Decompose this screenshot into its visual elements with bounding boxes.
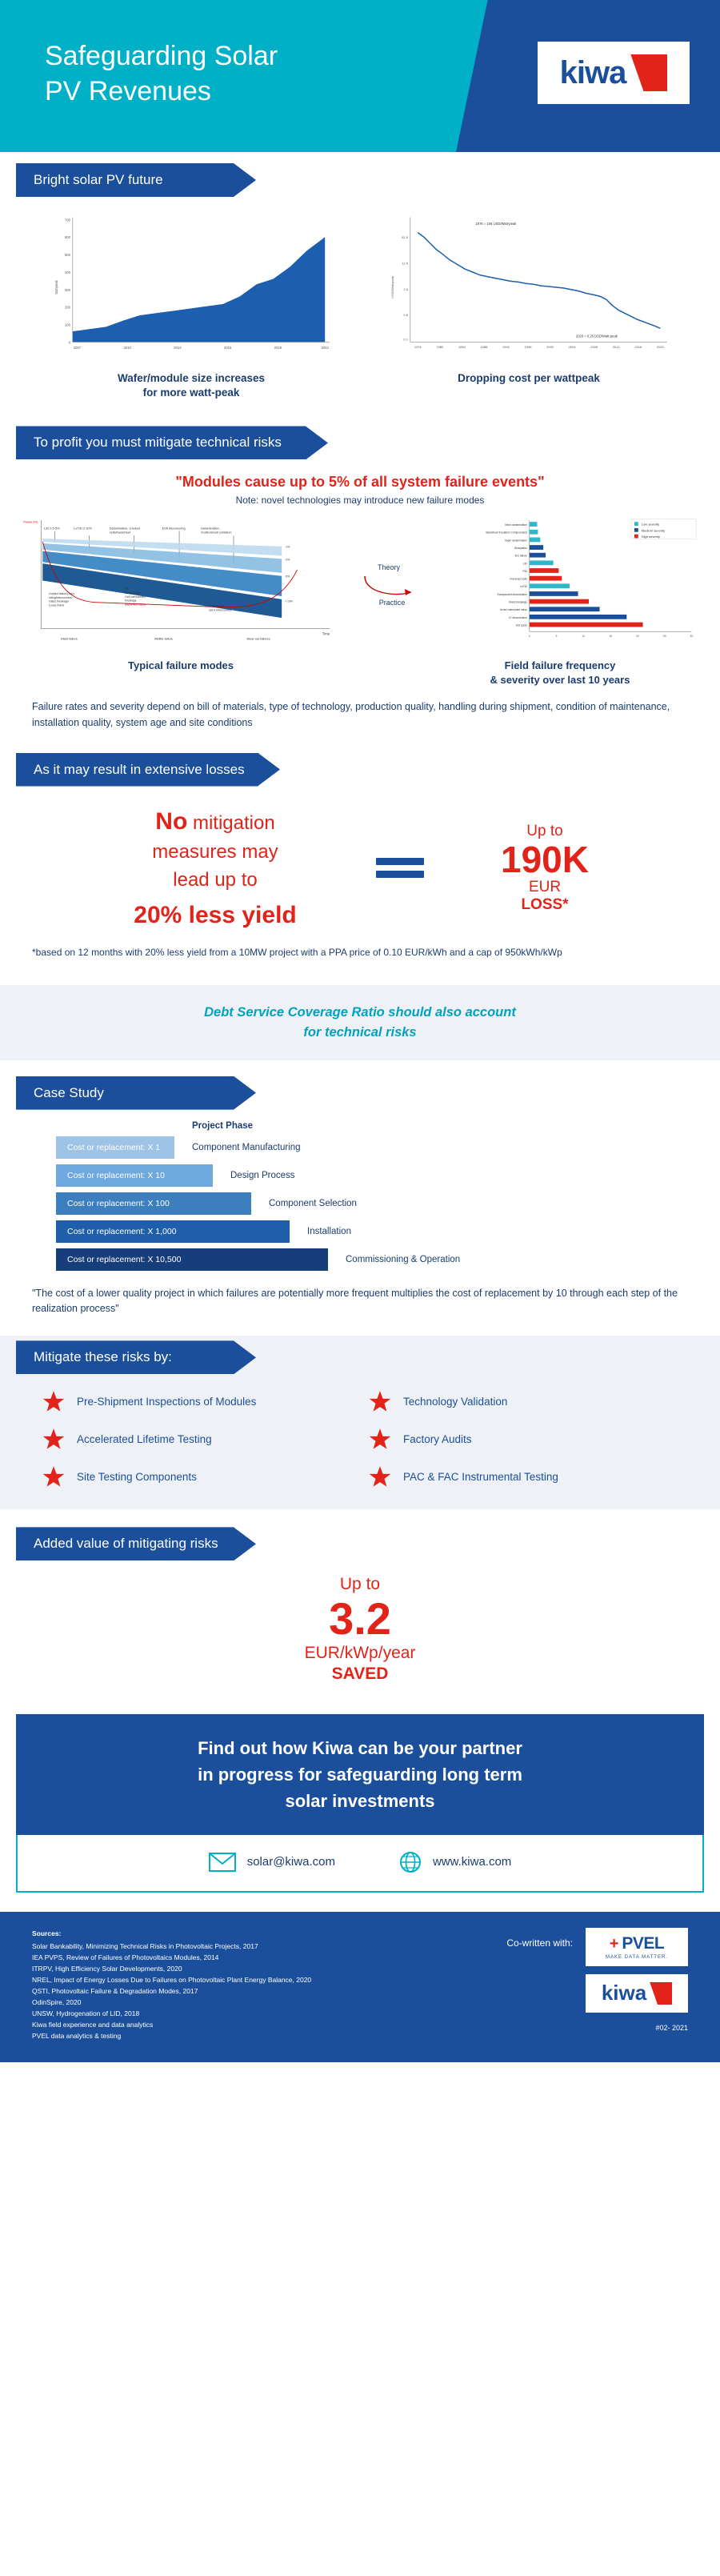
svg-text:IEC failure: IEC failure — [514, 555, 527, 559]
sources-list — [32, 1928, 311, 2041]
chart-wafer-caption — [32, 371, 350, 400]
added-value-figure — [0, 1560, 720, 1689]
section-case-study — [0, 1076, 720, 1325]
page-header — [0, 0, 720, 152]
svg-text:Loose frame: Loose frame — [49, 603, 65, 607]
svg-text:600: 600 — [65, 235, 70, 240]
funnel-bar-cost: Cost or replacement: X 1 — [56, 1136, 174, 1159]
added-value-saved: SAVED — [331, 1664, 389, 1683]
svg-text:2.5: 2.5 — [403, 286, 408, 291]
svg-text:LeTID 0-10%: LeTID 0-10% — [74, 526, 92, 531]
chart-cost-caption: Dropping cost per wattpeak — [458, 372, 600, 384]
losses-amount: 190K — [501, 838, 589, 880]
mail-icon — [209, 1853, 236, 1872]
svg-text:moisture/cell oxidation: moisture/cell oxidation — [201, 530, 232, 535]
banner-added-value — [16, 1527, 720, 1560]
banner-label: Bright solar PV future — [34, 172, 163, 187]
kiwa-footer-logo-text: kiwa — [601, 1981, 647, 2005]
source-item: UNSW, Hydrogenation of LID, 2018 — [32, 2009, 140, 2018]
svg-text:2016: 2016 — [634, 345, 642, 349]
mitigate-label: Technology Validation — [403, 1395, 508, 1408]
losses-line3: lead up to — [173, 868, 258, 891]
chart-wafer-caption-l2: for more watt-peak — [142, 387, 240, 399]
svg-text:Glass breakage/: Glass breakage/ — [49, 600, 70, 604]
svg-text:0.1: 0.1 — [403, 337, 408, 342]
chart-field-failures — [437, 515, 699, 647]
losses-line1: mitigation — [192, 811, 275, 834]
banner-mitigate — [16, 1340, 720, 1374]
svg-text:1992: 1992 — [502, 345, 510, 349]
svg-text:0: 0 — [528, 635, 530, 639]
svg-text:1996: 1996 — [524, 345, 532, 349]
chart-wafer-caption-l1: Wafer/module size increases — [117, 372, 266, 384]
risk-quote: "Modules cause up to 5% of all system failure events" — [175, 474, 545, 491]
added-value-upto: Up to — [339, 1575, 381, 1594]
svg-text:Medium severity: Medium severity — [641, 528, 666, 533]
banner-label: To profit you must mitigate technical risks — [34, 435, 282, 451]
cowritten-block — [506, 1928, 688, 2032]
banner-technical-risks — [16, 426, 720, 459]
svg-text:cells/backsheet: cells/backsheet — [109, 530, 131, 535]
star-icon — [42, 1465, 66, 1488]
funnel-row — [56, 1192, 688, 1215]
svg-text:LID: LID — [522, 562, 527, 566]
pvel-tagline: MAKE DATA MATTER. — [605, 1954, 668, 1960]
losses-footnote: *based on 12 months with 20% less yield from a 10MW project with a PPA price of 0.10 EUR/kWh and a cap of 950kWh/kWp — [32, 947, 562, 959]
cta-line3: solar investments — [285, 1790, 435, 1811]
svg-text:300: 300 — [65, 287, 70, 292]
funnel-phase-label: Component Selection — [269, 1198, 357, 1208]
losses-line4: 20% less yield — [134, 901, 297, 928]
svg-text:0: 0 — [68, 340, 70, 345]
svg-text:Fractured cells: Fractured cells — [510, 578, 527, 582]
banner-losses — [16, 753, 720, 787]
issue-number: #02- 2021 — [655, 2023, 688, 2032]
kiwa-footer-logo — [586, 1974, 688, 2013]
svg-text:2019: 2019 — [274, 345, 282, 350]
risk-note: Note: novel technologies may introduce new failure modes — [235, 495, 485, 507]
contact-email[interactable] — [209, 1853, 335, 1872]
svg-text:30: 30 — [690, 635, 694, 639]
funnel-bar-cost: Cost or replacement: X 100 — [56, 1192, 251, 1215]
chart-cost-per-wattpeak — [370, 211, 688, 400]
funnel-row — [56, 1220, 688, 1243]
charts-row-2 — [0, 506, 720, 647]
losses-no: No — [155, 807, 188, 835]
funnel-row — [56, 1248, 688, 1271]
mitigate-item — [368, 1428, 678, 1451]
svg-text:Practice: Practice — [378, 599, 406, 607]
svg-text:> 10%: > 10% — [285, 600, 294, 604]
dscr-line1: Debt Service Coverage Ratio should also account — [204, 1005, 516, 1020]
svg-text:breakage: breakage — [125, 599, 137, 603]
mitigate-label: PAC & FAC Instrumental Testing — [403, 1470, 558, 1483]
svg-text:Time: Time — [322, 631, 330, 636]
svg-text:12.5: 12.5 — [402, 261, 408, 266]
sources-heading: Sources: — [32, 1929, 62, 1937]
svg-text:Delamination,: Delamination, — [201, 526, 220, 531]
svg-text:25: 25 — [662, 635, 666, 639]
chart-cost-plot — [370, 211, 688, 363]
section-technical-risks — [0, 426, 720, 738]
source-item: NREL, Impact of Energy Losses Due to Failures on Photovoltaic Plant Energy Balance, 2020 — [32, 1976, 312, 1985]
charts-row-1 — [0, 197, 720, 405]
star-icon — [368, 1465, 392, 1488]
svg-text:Vapor delamination: Vapor delamination — [504, 539, 527, 543]
banner-bright-future — [16, 163, 720, 197]
svg-text:Dissipation: Dissipation — [514, 547, 527, 551]
svg-text:5: 5 — [555, 635, 558, 639]
mitigate-label: Site Testing Components — [77, 1470, 197, 1483]
losses-comparison — [0, 787, 720, 933]
svg-text:-2%: -2% — [285, 558, 290, 562]
source-item: IEA PVPS, Review of Failures of Photovoltaics Modules, 2014 — [32, 1953, 219, 1961]
funnel-row — [56, 1136, 688, 1159]
svg-text:Wear-out failures: Wear-out failures — [246, 636, 270, 641]
svg-text:-5%: -5% — [285, 575, 290, 579]
page-title-line1: Safeguarding Solar — [45, 41, 278, 71]
svg-text:10: 10 — [582, 635, 586, 639]
svg-text:USD/Watt-peak: USD/Watt-peak — [390, 276, 394, 298]
svg-text:Low severity: Low severity — [641, 523, 660, 527]
mitigate-item — [368, 1390, 678, 1413]
svg-text:Micro delamination: Micro delamination — [505, 523, 527, 527]
svg-text:100: 100 — [65, 323, 70, 327]
fig2-caption-l1: Field failure frequency — [504, 659, 616, 672]
pvel-plus-icon: + — [609, 1934, 619, 1953]
svg-text:Diode failure: Diode failure — [125, 591, 141, 595]
svg-text:1980: 1980 — [436, 345, 444, 349]
mitigate-item — [368, 1465, 678, 1488]
contact-email-text: solar@kiwa.com — [246, 1855, 335, 1869]
svg-text:2010: 2010 — [123, 345, 131, 350]
svg-text:Wattpeak: Wattpeak — [54, 280, 58, 294]
source-item: PVEL data analytics & testing — [32, 2032, 122, 2041]
mitigate-item — [42, 1390, 352, 1413]
svg-text:Infant failure: Infant failure — [60, 636, 78, 641]
source-item: OdinSpire, 2020 — [32, 1998, 82, 2007]
svg-text:2007: 2007 — [73, 345, 82, 350]
case-study-quote: "The cost of a lower quality project in which failures are potentially more frequent multiplies the cost of replacement by 10 through each step of the realization process" — [32, 1287, 678, 1314]
svg-text:2008: 2008 — [590, 345, 598, 349]
section-losses — [0, 753, 720, 968]
cta-line2: in progress for safeguarding long term — [198, 1764, 522, 1785]
svg-text:200: 200 — [65, 305, 70, 310]
chart-failure-modes — [21, 515, 341, 647]
losses-upto: Up to — [526, 822, 563, 839]
mitigate-item — [42, 1465, 352, 1488]
svg-text:LID 0.5-5%: LID 0.5-5% — [44, 526, 60, 531]
kiwa-logo-mark-icon — [630, 54, 667, 91]
svg-text:Commercial: Commercial — [208, 604, 224, 608]
svg-text:2020 = 0.25 USD/Watt-peak: 2020 = 0.25 USD/Watt-peak — [575, 334, 618, 339]
svg-text:2012: 2012 — [612, 345, 620, 349]
chart-wafer-plot — [32, 211, 350, 363]
losses-left — [83, 804, 347, 933]
svg-text:cell & interconnect: cell & interconnect — [208, 608, 232, 612]
dscr-line2: for technical risks — [303, 1024, 417, 1040]
case-study-funnel — [0, 1110, 720, 1271]
svg-text:High severity: High severity — [641, 535, 661, 539]
cta-line1: Find out how Kiwa can be your partner — [198, 1737, 522, 1758]
svg-text:-1%: -1% — [285, 546, 290, 550]
svg-text:500: 500 — [65, 253, 70, 258]
pvel-logo — [586, 1928, 688, 1966]
svg-text:20: 20 — [635, 635, 639, 639]
chart-wafer-size — [32, 211, 350, 400]
svg-text:PID: PID — [522, 570, 527, 574]
funnel-phase-header: Project Phase — [192, 1120, 254, 1131]
svg-text:0.5: 0.5 — [403, 313, 408, 318]
svg-text:PID: PID — [125, 587, 130, 591]
svg-text:EVA discolouring: EVA discolouring — [162, 526, 186, 531]
svg-text:Delamination, cracked: Delamination, cracked — [109, 526, 141, 531]
svg-text:2013: 2013 — [174, 345, 182, 350]
source-item: ITRPV, High Efficiency Solar Developments, 2020 — [32, 1965, 182, 1973]
svg-text:Glass breakage: Glass breakage — [508, 600, 527, 604]
svg-text:400: 400 — [65, 270, 70, 274]
svg-text:Midlife failure: Midlife failure — [154, 636, 174, 641]
equals-icon — [376, 852, 424, 883]
star-icon — [368, 1428, 392, 1451]
svg-text:Theory: Theory — [377, 563, 401, 572]
funnel-bar-cost: Cost or replacement: X 10 — [56, 1164, 213, 1187]
svg-text:Backsheet failure: Backsheet failure — [125, 603, 146, 607]
mitigate-label: Factory Audits — [403, 1432, 472, 1445]
mitigate-item — [42, 1428, 352, 1451]
funnel-row — [56, 1164, 688, 1187]
funnel-phase-label: Commissioning & Operation — [346, 1254, 461, 1264]
svg-text:2000: 2000 — [546, 345, 554, 349]
fig-field-failures-caption — [421, 659, 699, 687]
losses-currency: EUR — [528, 878, 562, 895]
svg-text:2004: 2004 — [568, 345, 576, 349]
svg-text:2016: 2016 — [223, 345, 232, 350]
page-title-line2: PV Revenues — [45, 76, 211, 107]
svg-text:Hot spots: Hot spots — [516, 623, 527, 627]
kiwa-logo-text: kiwa — [559, 54, 626, 90]
svg-text:LeTID: LeTID — [519, 585, 527, 589]
svg-text:700: 700 — [65, 218, 70, 222]
funnel-phase-label: Installation — [307, 1226, 351, 1236]
globe-icon — [399, 1851, 422, 1873]
star-icon — [42, 1428, 66, 1451]
svg-text:Under-nameplate value: Under-nameplate value — [499, 608, 527, 612]
svg-text:1976 = 106 USD/Watt-peak: 1976 = 106 USD/Watt-peak — [475, 222, 517, 226]
banner-label: As it may result in extensive losses — [34, 761, 245, 777]
added-value-unit: EUR/kWp/year — [304, 1643, 416, 1662]
svg-text:2022: 2022 — [321, 345, 329, 350]
svg-text:IC discoloration: IC discoloration — [509, 616, 527, 620]
svg-text:2020: 2020 — [656, 345, 664, 349]
cowritten-label: Co-written with: — [506, 1937, 573, 1949]
svg-text:Contact failure j-box/: Contact failure j-box/ — [49, 592, 74, 596]
cta-banner — [16, 1714, 704, 1835]
svg-text:Power (%): Power (%) — [23, 520, 38, 525]
dscr-callout — [0, 985, 720, 1060]
svg-text:string/interconnect/: string/interconnect/ — [49, 596, 73, 600]
fig2-caption-l2: & severity over last 10 years — [490, 673, 630, 686]
star-icon — [42, 1390, 66, 1413]
losses-right — [453, 823, 637, 914]
funnel-phase-label: Component Manufacturing — [192, 1142, 301, 1152]
funnel-header-row — [56, 1121, 688, 1131]
svg-text:Encapsulant discoloration: Encapsulant discoloration — [497, 593, 527, 597]
svg-text:1976: 1976 — [414, 345, 422, 349]
contact-website[interactable] — [399, 1851, 511, 1873]
banner-label: Added value of mitigating risks — [34, 1536, 218, 1552]
svg-text:1988: 1988 — [480, 345, 488, 349]
section-mitigate — [0, 1336, 720, 1509]
kiwa-logo-mark-icon — [650, 1982, 672, 2005]
funnel-bar-cost: Cost or replacement: X 10,500 — [56, 1248, 328, 1271]
pvel-logo-text: PVEL — [622, 1933, 665, 1953]
source-item: Kiwa field experience and data analytics — [32, 2021, 154, 2029]
banner-label: Case Study — [34, 1084, 104, 1100]
risk-body-text: Failure rates and severity depend on bill of materials, type of technology, production quality, handling during shipment, condition of maintenance, installation quality, system age and site conditions — [32, 700, 670, 728]
contact-bar — [16, 1835, 704, 1893]
kiwa-logo — [538, 42, 690, 104]
partner-logos — [586, 1928, 688, 2032]
added-value-amount: 3.2 — [329, 1593, 391, 1645]
fig-failure-modes-caption: Typical failure modes — [128, 659, 234, 672]
svg-text:1984: 1984 — [458, 345, 466, 349]
funnel-phase-label: Design Process — [230, 1170, 295, 1180]
mitigate-label: Pre-Shipment Inspections of Modules — [77, 1395, 257, 1408]
source-item: Solar Bankability, Minimizing Technical Risks in Photovoltaic Projects, 2017 — [32, 1941, 258, 1950]
page-footer — [0, 1912, 720, 2062]
banner-label: Mitigate these risks by: — [34, 1349, 172, 1365]
svg-text:Backsheet Insulation Compromis: Backsheet Insulation Compromised — [486, 531, 527, 535]
svg-text:15: 15 — [609, 635, 612, 639]
banner-case-study — [16, 1076, 720, 1110]
contact-website-text: www.kiwa.com — [432, 1855, 512, 1869]
theory-practice-note — [349, 515, 429, 613]
svg-text:Cell interconnect: Cell interconnect — [125, 595, 146, 599]
star-icon — [368, 1390, 392, 1413]
losses-label: LOSS* — [521, 895, 569, 913]
mitigate-label: Accelerated Lifetime Testing — [77, 1432, 212, 1445]
losses-line2: measures may — [152, 841, 278, 863]
page-title — [45, 38, 278, 109]
source-item: QSTI, Photovoltaic Failure & Degradation Modes, 2017 — [32, 1987, 198, 1996]
mitigate-items — [0, 1374, 720, 1488]
funnel-bar-cost: Cost or replacement: X 1,000 — [56, 1220, 290, 1243]
section-bright-future — [0, 163, 720, 413]
svg-text:62.5: 62.5 — [402, 235, 408, 240]
section-added-value — [0, 1527, 720, 1697]
